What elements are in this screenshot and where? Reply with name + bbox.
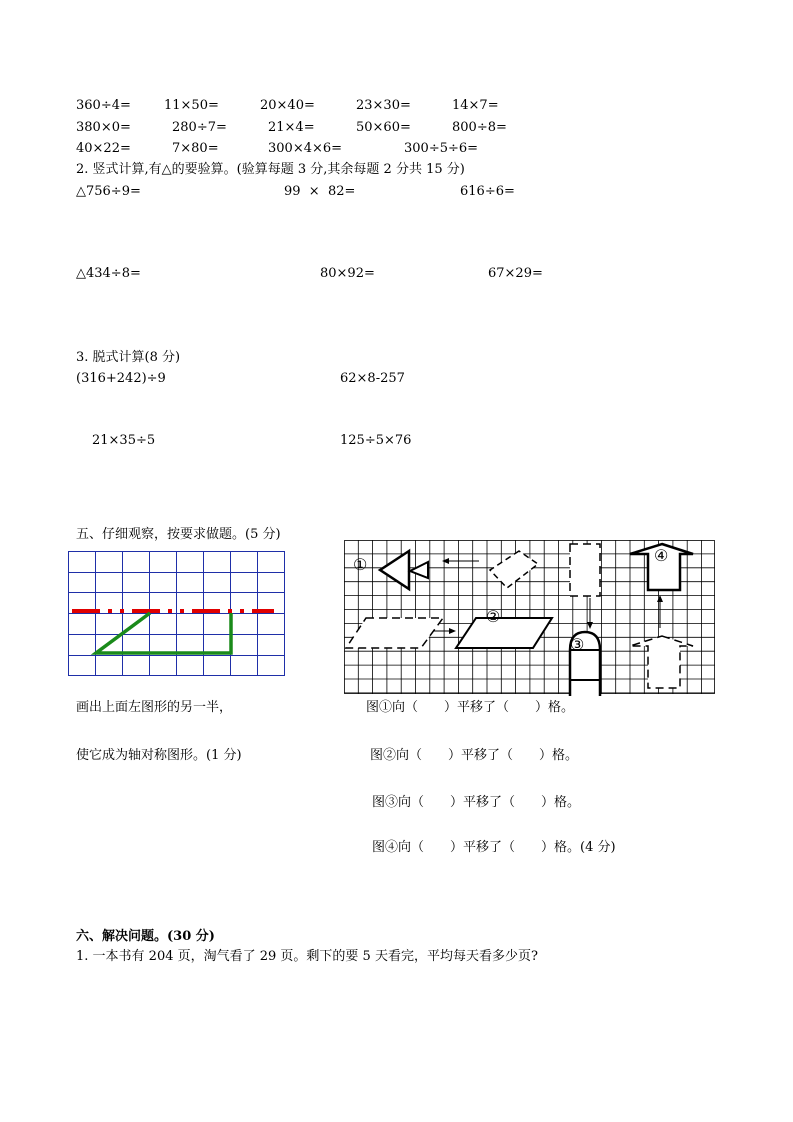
shape-3-moved — [570, 544, 600, 596]
triangle-1-small — [410, 562, 428, 578]
oral-item: 380×0= — [76, 120, 131, 135]
vertical-calc-heading: 2. 竖式计算,有△的要验算。(验算每题 3 分,其余每题 2 分共 15 分) — [76, 162, 465, 177]
step-item: 21×35÷5 — [92, 433, 156, 448]
vertical-item: △756÷9= — [76, 184, 141, 199]
oral-item: 23×30= — [356, 98, 411, 113]
question-1: 图①向（ ）平移了（ ）格。 — [366, 700, 575, 715]
triangle-1 — [380, 551, 409, 589]
vertical-item: △434÷8= — [76, 266, 141, 281]
oral-item: 7×80= — [172, 141, 219, 156]
vertical-item: 99 × 82= — [284, 184, 356, 199]
question-2: 图②向（ ）平移了（ ）格。 — [370, 748, 579, 763]
step-item: (316+242)÷9 — [76, 371, 166, 386]
arrow-3-head — [587, 622, 593, 629]
label-2: ② — [486, 607, 501, 626]
section6-heading: 六、解决问题。(30 分) — [76, 929, 215, 944]
problem-1: 1. 一本书有 204 页，淘气看了 29 页。剩下的要 5 天看完，平均每天看多少页? — [76, 949, 538, 964]
arrow-2-head — [449, 628, 456, 634]
step-item: 125÷5×76 — [340, 433, 412, 448]
half-shape — [96, 613, 231, 653]
oral-item: 360÷4= — [76, 98, 131, 113]
oral-item: 14×7= — [452, 98, 499, 113]
question-4: 图④向（ ）平移了（ ）格。(4 分) — [372, 840, 616, 855]
parallelogram-2 — [456, 618, 552, 648]
arrow-4-head — [657, 595, 663, 602]
oral-item: 300÷5÷6= — [404, 141, 479, 156]
label-4: ④ — [654, 546, 669, 565]
parallelogram-2-moved — [346, 618, 443, 648]
oral-item: 280÷7= — [172, 120, 227, 135]
oral-item: 40×22= — [76, 141, 131, 156]
label-3: ③ — [570, 635, 585, 654]
step-calc-heading: 3. 脱式计算(8 分) — [76, 350, 181, 365]
question-3: 图③向（ ）平移了（ ）格。 — [372, 795, 581, 810]
shape-4-original — [630, 636, 693, 688]
label-1: ① — [353, 555, 368, 574]
vertical-item: 80×92= — [320, 266, 375, 281]
oral-item: 50×60= — [356, 120, 411, 135]
vertical-item: 616÷6= — [460, 184, 515, 199]
triangle-1-moved — [490, 551, 538, 588]
oral-item: 21×4= — [268, 120, 315, 135]
oral-item: 800÷8= — [452, 120, 507, 135]
left-instruction-1: 画出上面左图形的另一半， — [76, 700, 233, 715]
oral-item: 300×4×6= — [268, 141, 343, 156]
section5-heading: 五、仔细观察，按要求做题。(5 分) — [76, 527, 281, 542]
arrow-1-head — [442, 558, 449, 564]
step-item: 62×8-257 — [340, 371, 405, 386]
left-instruction-2: 使它成为轴对称图形。(1 分) — [76, 748, 242, 763]
vertical-item: 67×29= — [488, 266, 543, 281]
oral-item: 20×40= — [260, 98, 315, 113]
oral-item: 11×50= — [164, 98, 219, 113]
symmetry-grid — [68, 551, 286, 677]
